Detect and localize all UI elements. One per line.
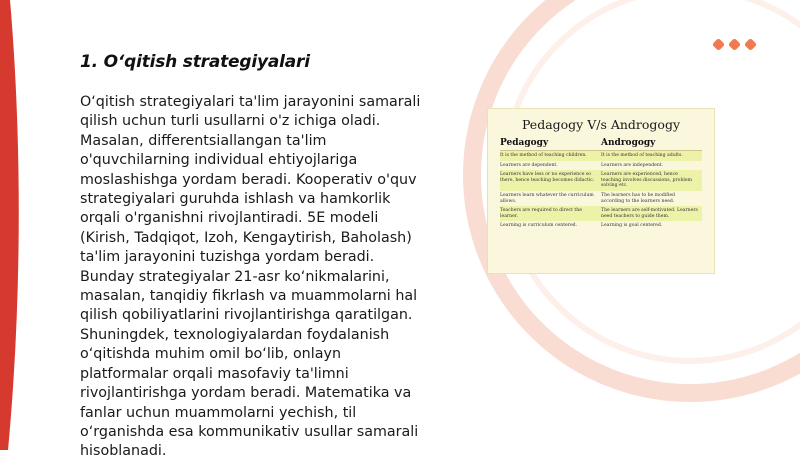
- table-row: [500, 206, 702, 221]
- image-title: Pedagogy V/s Androgogy: [521, 117, 681, 132]
- table-cell: Learners learn whatever the curriculum allows.: [500, 192, 594, 204]
- table-cell: Learners are dependent.: [500, 162, 558, 168]
- table-cell: It is the method of teaching children.: [500, 153, 587, 158]
- table-cell: Learners are independent.: [601, 162, 664, 168]
- dot-icon: [728, 38, 741, 51]
- header-pedagogy: Pedagogy: [500, 138, 549, 148]
- table-cell: Learners are experienced, hence teaching involves discussions, problem solving etc.: [601, 172, 692, 189]
- table-row: [500, 221, 702, 231]
- table-cell: Learning is curriculum centered.: [500, 223, 578, 229]
- table-cell: The learners has to be modified according to the learners need.: [601, 192, 675, 204]
- slide-title: 1. O‘qitish strategiyalari: [80, 52, 310, 72]
- menu-dots-icon: [713, 39, 756, 50]
- table-cell: Teachers are required to direct the learner.: [500, 208, 582, 219]
- table-row: [500, 151, 702, 161]
- table-cell: It is the method of teaching adults.: [601, 153, 683, 158]
- slide-body-text: O‘qitish strategiyalari ta'lim jarayonini samarali qilish uchun turli usullarni o'z ichiga oladi. Masalan, differentsiallangan ta'lim o'quvchilarning individual ehtiyojlariga moslashishga yordam beradi. Kooperativ o'quv strategiyalari guruhda ishlash va hamkorlik orqali o'rganishni rivojlantiradi. 5E modeli (Kirish, Tadqiqot, Izoh, Kengaytirish, Baholash) ta'lim jarayonini tuzishga yordam beradi. Bunday strategiyalar 21-asr ko‘nikmalarini, masalan, tanqidiy fikrlash va muammolarni hal qilish qobiliyatlarini rivojlantirishga qaratilgan. Shuningdek, texnologiyalardan foydalanish o‘qitishda muhim omil bo‘lib, onlayn platformalar orqali masofaviy ta'limni rivojlantirishga yordam beradi. Matematika va fanlar uchun muammolarni yechish, til o‘rganishda esa kommunikativ usullar samarali hisoblanadi.: [80, 94, 421, 460]
- dot-icon: [712, 38, 725, 51]
- table-row: [500, 191, 702, 206]
- pedagogy-androgogy-image: [487, 108, 715, 274]
- dot-icon: [744, 38, 757, 51]
- header-androgogy: Androgogy: [601, 138, 656, 148]
- table-row: [500, 161, 702, 171]
- image-table-header: [500, 138, 702, 151]
- table-cell: Learning is goal centered.: [601, 223, 663, 229]
- table-row: [500, 170, 702, 191]
- table-cell: The learners are self-motivated. Learners need teachers to guide them.: [601, 208, 698, 219]
- table-cell: Learners have less or no experience so there, hence teaching becomes didactic.: [500, 172, 595, 183]
